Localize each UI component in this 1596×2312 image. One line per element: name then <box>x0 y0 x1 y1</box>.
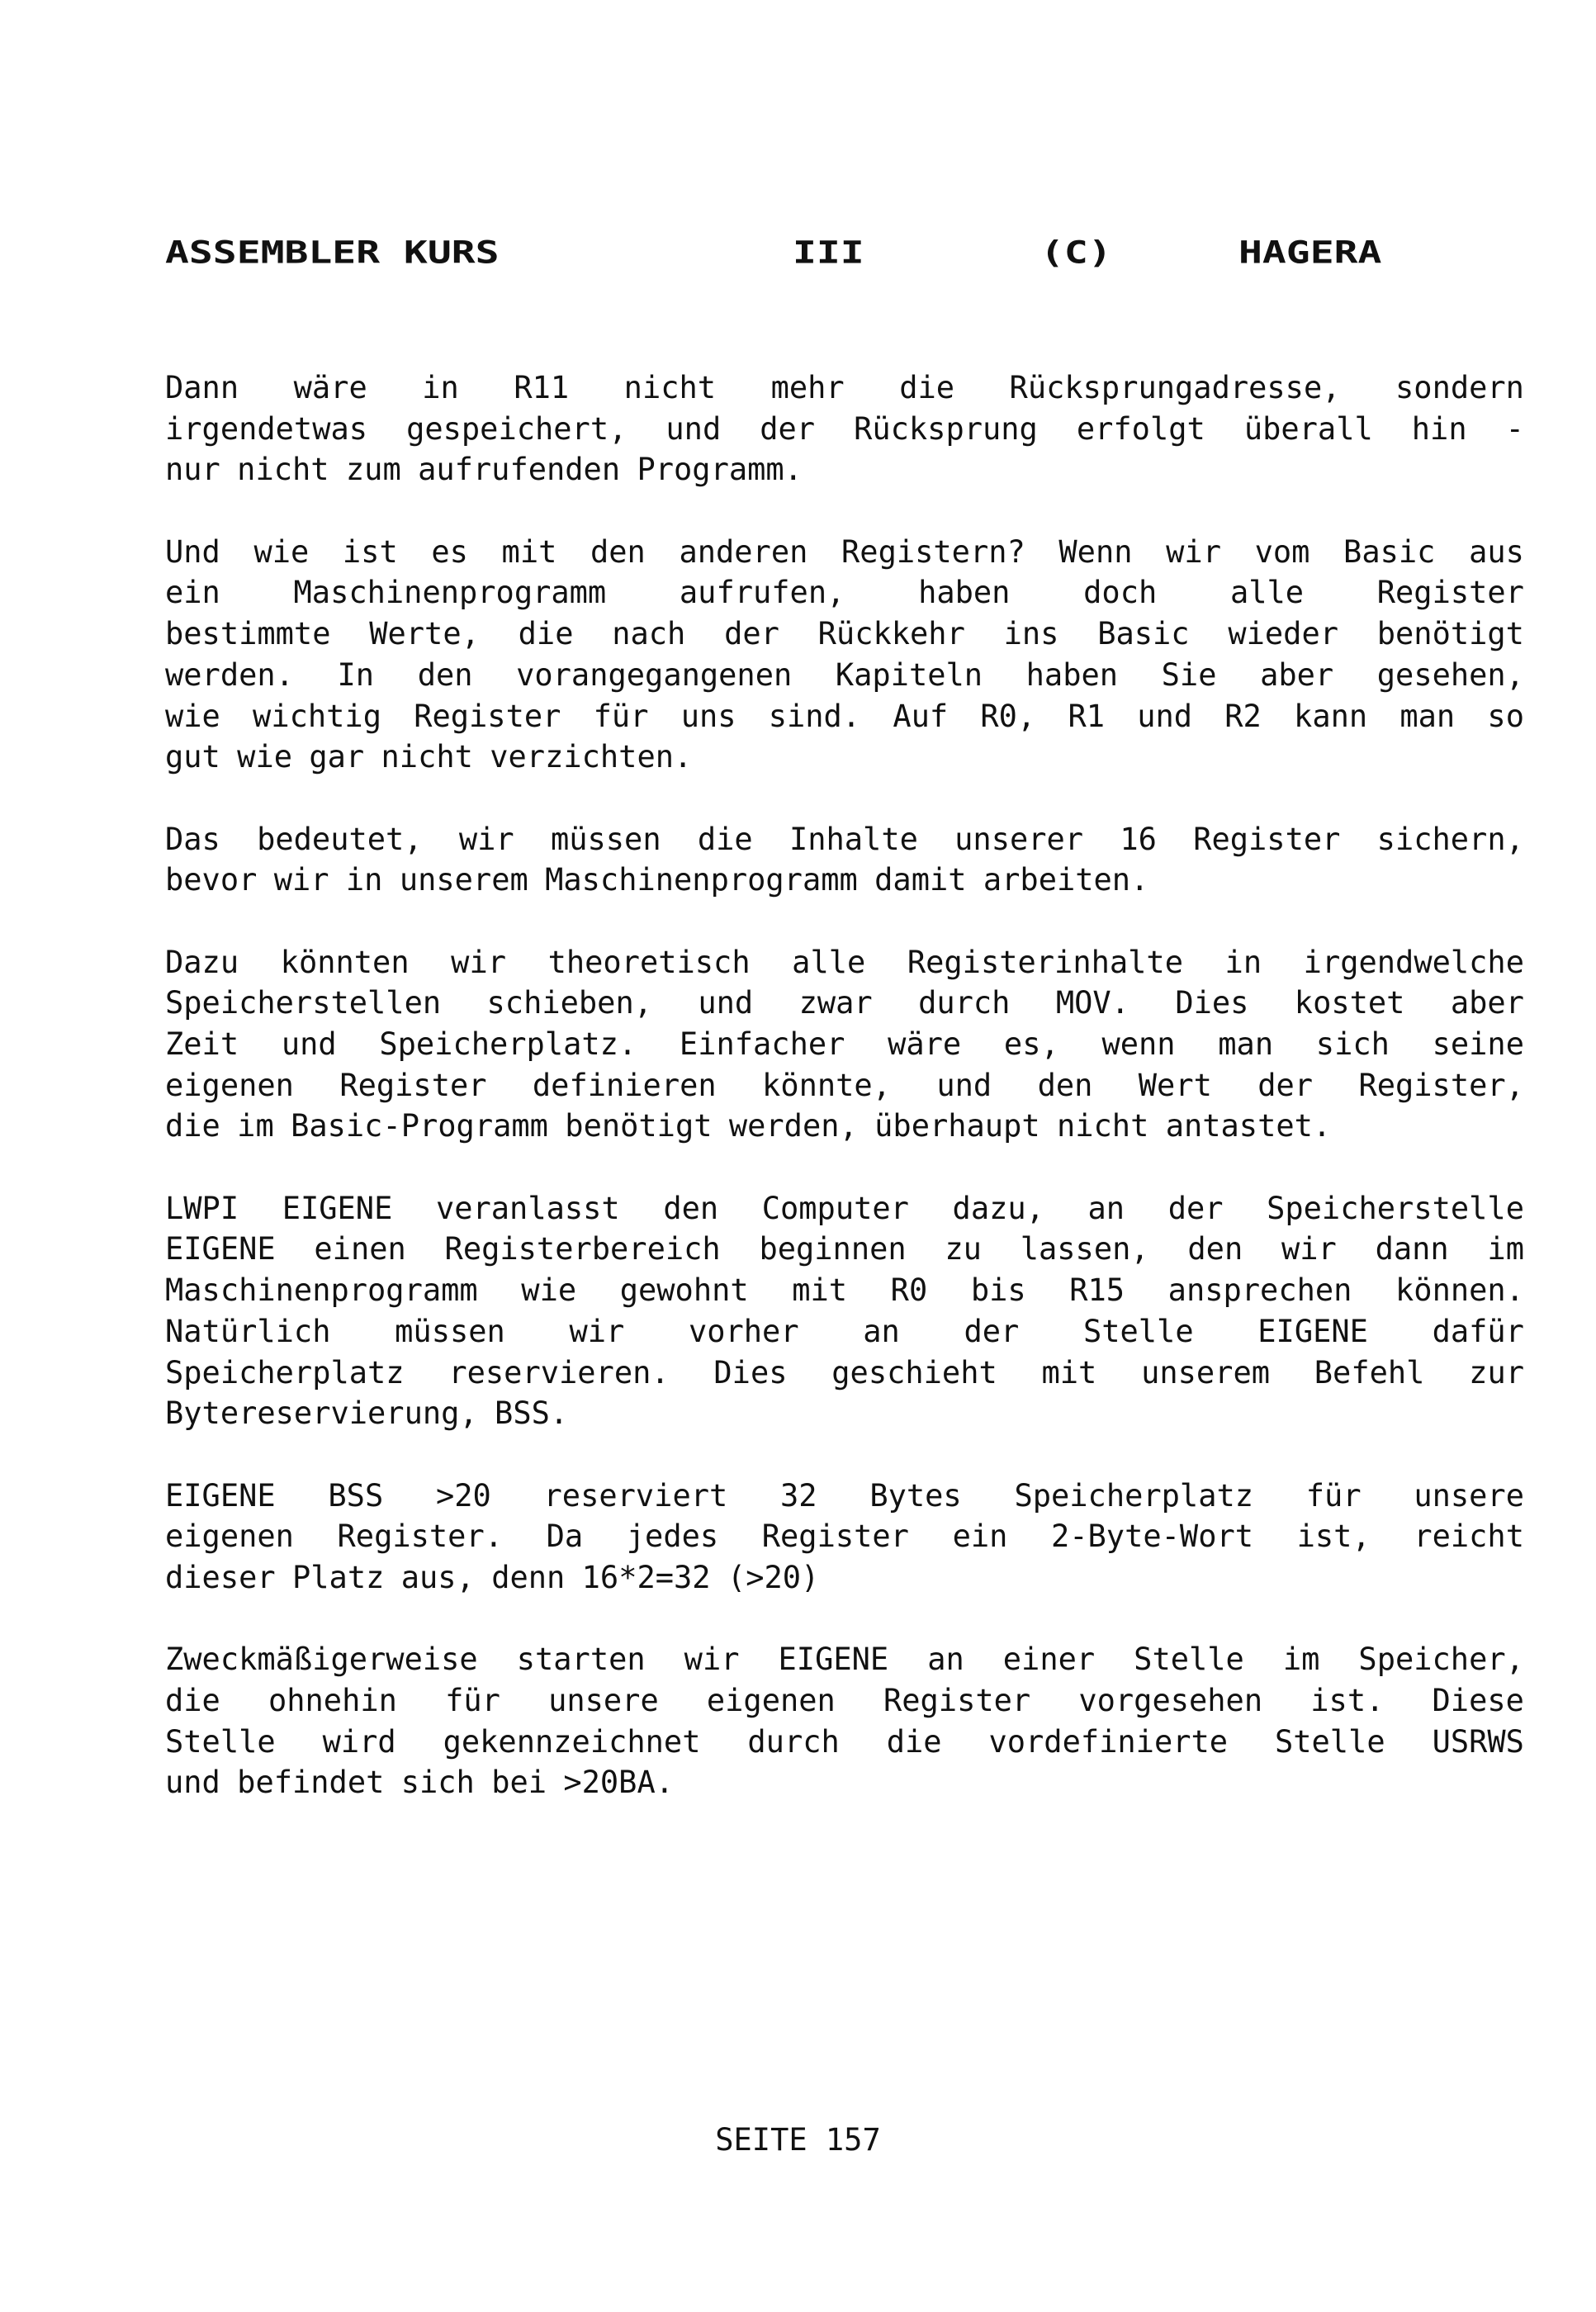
word: wie <box>253 533 310 570</box>
word: Speicherplatz <box>165 1354 405 1391</box>
word: sind. <box>768 698 861 734</box>
word: Zweckmäßigerweise <box>165 1642 478 1678</box>
word: damit <box>874 862 967 898</box>
word: Stelle <box>1134 1642 1244 1678</box>
word: Dann <box>165 370 239 405</box>
word: Rücksprung <box>854 410 1038 447</box>
word: haben <box>1025 656 1119 693</box>
word: Computer <box>761 1190 909 1226</box>
word: 16 <box>1120 821 1157 857</box>
word: benötigt <box>565 1108 713 1144</box>
word: 16*2=32 <box>581 1559 711 1595</box>
word: irgendwelche <box>1303 944 1524 980</box>
paragraph <box>165 1476 1524 1599</box>
word: bei <box>491 1765 547 1801</box>
word: EIGENE <box>282 1190 393 1226</box>
word: nicht <box>381 739 473 775</box>
word: ins <box>1003 616 1059 652</box>
word: wird <box>322 1723 396 1760</box>
word: BSS <box>328 1477 384 1514</box>
word: und <box>698 985 754 1021</box>
word: unserer <box>954 821 1084 857</box>
word: man <box>1218 1026 1274 1062</box>
word: zu <box>945 1231 982 1267</box>
text-line <box>165 942 1524 983</box>
word: Speicherstelle <box>1267 1190 1524 1226</box>
word: ein <box>165 575 220 611</box>
word: in <box>422 370 459 405</box>
word: ohnehin <box>268 1683 397 1718</box>
word: sich <box>1315 1026 1390 1062</box>
word: den <box>663 1190 719 1226</box>
word: Rückkehr <box>817 616 965 652</box>
word: den <box>1187 1231 1243 1267</box>
word: wäre <box>293 370 367 405</box>
text-line <box>165 1311 1524 1353</box>
word: wäre <box>888 1026 962 1062</box>
word: anderen <box>679 533 808 570</box>
word: wie <box>165 698 220 734</box>
word: ansprechen <box>1167 1272 1352 1309</box>
word: beginnen <box>759 1231 907 1267</box>
word: denn <box>491 1559 566 1595</box>
word: überall <box>1243 410 1373 447</box>
word: wenn <box>1101 1026 1176 1062</box>
word: an <box>927 1642 964 1678</box>
word: ist, <box>1296 1518 1371 1555</box>
word: wie <box>237 739 292 775</box>
word: Registern? <box>841 533 1025 570</box>
word: Sie <box>1161 656 1217 693</box>
word: wichtig <box>253 698 381 734</box>
word: In <box>337 656 375 693</box>
word: man <box>1399 698 1456 734</box>
word: vorher <box>688 1313 799 1349</box>
word: uns <box>680 698 736 734</box>
word: Speicherplatz. <box>379 1026 637 1062</box>
page-number: SEITE 157 <box>715 2122 881 2158</box>
word: USRWS <box>1432 1723 1524 1760</box>
word: antastet. <box>1165 1108 1332 1144</box>
word: den <box>417 656 473 693</box>
word: überhaupt <box>874 1108 1040 1144</box>
word: Programm. <box>637 452 803 488</box>
word: gar <box>309 739 365 775</box>
word: >20 <box>435 1477 491 1514</box>
course-title: ASSEMBLER KURS <box>165 235 500 271</box>
word: an <box>1087 1190 1125 1226</box>
word: Speicherstellen <box>165 985 442 1021</box>
word: MOV. <box>1055 985 1130 1021</box>
word: den <box>590 533 646 570</box>
text-line <box>165 1680 1524 1722</box>
word: mit <box>792 1272 848 1309</box>
word: erfolgt <box>1076 410 1205 447</box>
word: wir <box>1166 533 1221 570</box>
word: unserem <box>1141 1354 1271 1391</box>
paragraph <box>165 532 1524 778</box>
word: werden. <box>165 656 294 693</box>
page-header <box>165 235 1453 292</box>
word: LWPI <box>165 1190 239 1226</box>
word: Stelle <box>165 1723 276 1760</box>
word: ein <box>952 1518 1008 1555</box>
word: irgendetwas <box>165 410 368 447</box>
word: Basic <box>1343 533 1436 570</box>
word: der <box>964 1313 1020 1349</box>
paragraph <box>165 1639 1524 1803</box>
word: in <box>345 862 383 898</box>
word: haben <box>918 575 1011 611</box>
word: bevor <box>165 862 258 898</box>
text-line <box>165 819 1524 860</box>
word: Maschinenprogramm <box>293 575 607 611</box>
word: den <box>1037 1067 1093 1103</box>
word: an <box>863 1313 900 1349</box>
word: arbeiten. <box>983 862 1149 898</box>
word: Und <box>165 533 220 570</box>
word: EIGENE <box>1257 1313 1368 1349</box>
word: nicht <box>237 452 329 488</box>
word: unsere <box>548 1683 659 1718</box>
word: Register <box>883 1683 1031 1718</box>
word: 2-Byte-Wort <box>1050 1518 1254 1555</box>
word: EIGENE <box>778 1642 889 1678</box>
word: dieser <box>165 1559 276 1595</box>
word: ist <box>342 533 398 570</box>
word: wir <box>569 1313 625 1349</box>
word: und <box>936 1067 992 1103</box>
course-part-number: III <box>793 235 864 271</box>
paragraph <box>165 942 1524 1147</box>
word: zwar <box>798 985 873 1021</box>
word: Auf <box>893 698 949 734</box>
word: aufrufen, <box>679 575 845 611</box>
word: Maschinenprogramm <box>165 1272 478 1309</box>
word: so <box>1487 698 1524 734</box>
word: R11 <box>514 370 570 405</box>
word: R1 <box>1068 698 1105 734</box>
word: in <box>1224 944 1262 980</box>
word: R15 <box>1069 1272 1125 1309</box>
word: gewohnt <box>619 1272 749 1309</box>
word: müssen <box>395 1313 505 1349</box>
word: nur <box>165 452 220 488</box>
word: gesehen, <box>1376 656 1524 693</box>
text-line <box>165 1065 1524 1106</box>
text-line <box>165 983 1524 1024</box>
word: und <box>281 1026 337 1062</box>
word: Speicherplatz <box>1014 1477 1254 1514</box>
paragraph <box>165 819 1524 901</box>
word: durch <box>747 1723 840 1760</box>
word: theoretisch <box>547 944 751 980</box>
word: könnte, <box>762 1067 891 1103</box>
word: gekennzeichnet <box>443 1723 701 1760</box>
word: wir <box>451 944 506 980</box>
paragraph <box>165 367 1524 490</box>
copyright-mark: (C) <box>1040 235 1112 271</box>
word: und <box>165 1765 220 1801</box>
word: nach <box>612 616 686 652</box>
text-line <box>165 1722 1524 1763</box>
word: jedes <box>626 1518 719 1555</box>
word: und <box>665 410 722 447</box>
word: Zeit <box>165 1026 239 1062</box>
word: Register <box>339 1067 487 1103</box>
word: Natürlich <box>165 1313 331 1349</box>
text-line <box>165 1353 1524 1394</box>
word: der <box>1257 1067 1314 1103</box>
text-line <box>165 1557 1524 1599</box>
word: eigenen <box>165 1067 294 1103</box>
word: Platz <box>292 1559 385 1595</box>
word: einen <box>314 1231 406 1267</box>
word: die <box>886 1723 942 1760</box>
word: zur <box>1469 1354 1524 1391</box>
word: vordefinierte <box>988 1723 1229 1760</box>
word: im <box>1282 1642 1320 1678</box>
text-line <box>165 1024 1524 1065</box>
word: Rücksprungadresse, <box>1009 370 1341 405</box>
word: bis <box>970 1272 1026 1309</box>
word: Dies <box>713 1354 788 1391</box>
word: nicht <box>623 370 717 405</box>
word: R0 <box>890 1272 928 1309</box>
word: Register <box>761 1518 909 1555</box>
word: Das <box>165 821 220 857</box>
word: kostet <box>1294 985 1405 1021</box>
word: gut <box>165 739 220 775</box>
word: vorgesehen <box>1078 1683 1263 1718</box>
word: dafür <box>1432 1313 1524 1349</box>
word: vorangegangenen <box>516 656 793 693</box>
word: Registerinhalte <box>907 944 1183 980</box>
word: Stelle <box>1082 1313 1194 1349</box>
word: Dazu <box>165 944 239 980</box>
word: wir <box>458 821 514 857</box>
word: aufrufenden <box>418 452 621 488</box>
word: könnten <box>280 944 410 980</box>
word: alle <box>1229 575 1305 611</box>
word: - <box>1505 410 1524 447</box>
text-line <box>165 1188 1524 1229</box>
word: durch <box>918 985 1011 1021</box>
word: die <box>165 1683 220 1718</box>
word: für <box>593 698 649 734</box>
word: Basic <box>1097 616 1190 652</box>
word: eigenen <box>706 1683 836 1718</box>
word: Register <box>1376 575 1524 611</box>
word: müssen <box>550 821 661 857</box>
word: EIGENE <box>165 1477 276 1514</box>
word: Registerbereich <box>444 1231 721 1267</box>
word: die <box>697 821 753 857</box>
word: R0, <box>980 698 1036 734</box>
word: aus <box>1469 533 1524 570</box>
word: Wenn <box>1058 533 1133 570</box>
word: aus, <box>400 1559 475 1595</box>
word: Register. <box>337 1518 504 1555</box>
text-line <box>165 1516 1524 1557</box>
text-line <box>165 1762 1524 1803</box>
word: BSS. <box>495 1395 569 1432</box>
word: dazu, <box>952 1190 1044 1226</box>
word: nicht <box>1056 1108 1149 1144</box>
word: benötigt <box>1376 616 1524 652</box>
text-line <box>165 367 1524 409</box>
word: es <box>431 533 468 570</box>
word: reicht <box>1414 1518 1524 1555</box>
word: für <box>445 1683 500 1718</box>
body-text <box>165 367 1524 1845</box>
text-line <box>165 1106 1524 1147</box>
word: Befehl <box>1314 1354 1425 1391</box>
word: der <box>724 616 779 652</box>
text-line <box>165 655 1524 696</box>
word: dann <box>1375 1231 1449 1267</box>
word: alle <box>792 944 866 980</box>
text-line <box>165 1639 1524 1680</box>
word: bestimmte <box>165 616 331 652</box>
word: reservieren. <box>448 1354 670 1391</box>
word: doch <box>1083 575 1158 611</box>
word: eigenen <box>165 1518 294 1555</box>
word: veranlasst <box>435 1190 620 1226</box>
word: kann <box>1294 698 1368 734</box>
text-line <box>165 449 1524 490</box>
word: Basic-Programm <box>291 1108 548 1144</box>
word: die <box>165 1108 220 1144</box>
word: mit <box>1041 1354 1097 1391</box>
word: Register <box>1193 821 1341 857</box>
word: Kapiteln <box>835 656 983 693</box>
word: aber <box>1260 656 1334 693</box>
word: wir <box>273 862 329 898</box>
text-line <box>165 737 1524 778</box>
word: werden, <box>728 1108 858 1144</box>
author-name: HAGERA <box>1238 235 1382 271</box>
word: die <box>518 616 574 652</box>
text-line <box>165 860 1524 901</box>
word: wie <box>521 1272 577 1309</box>
word: (>20) <box>727 1559 820 1595</box>
word: wir <box>684 1642 740 1678</box>
word: sich <box>400 1765 475 1801</box>
word: es, <box>1003 1026 1059 1062</box>
text-line <box>165 1393 1524 1434</box>
word: Diese <box>1432 1683 1524 1718</box>
word: Dies <box>1175 985 1249 1021</box>
word: Einfacher <box>679 1026 845 1062</box>
text-line <box>165 572 1524 614</box>
text-line <box>165 614 1524 655</box>
word: zum <box>345 452 401 488</box>
word: Stelle <box>1274 1723 1385 1760</box>
word: wieder <box>1228 616 1338 652</box>
word: der <box>760 410 816 447</box>
word: und <box>1137 698 1193 734</box>
word: starten <box>516 1642 646 1678</box>
text-line <box>165 1270 1524 1311</box>
word: geschieht <box>831 1354 997 1391</box>
word: für <box>1305 1477 1362 1514</box>
word: lassen, <box>1020 1231 1149 1267</box>
word: 32 <box>780 1477 817 1514</box>
word: sichern, <box>1376 821 1524 857</box>
word: Maschinenprogramm <box>545 862 858 898</box>
word: können. <box>1395 1272 1524 1309</box>
word: Wert <box>1138 1067 1212 1103</box>
word: definieren <box>532 1067 717 1103</box>
word: einer <box>1002 1642 1096 1678</box>
word: im <box>1487 1231 1524 1267</box>
word: mit <box>501 533 557 570</box>
word: verzichten. <box>490 739 693 775</box>
word: Register <box>414 698 561 734</box>
word: mehr <box>770 370 845 405</box>
word: Da <box>546 1518 584 1555</box>
word: Inhalte <box>789 821 918 857</box>
word: wir <box>1281 1231 1337 1267</box>
word: seine <box>1432 1026 1524 1062</box>
word: bedeutet, <box>257 821 423 857</box>
word: Werte, <box>369 616 480 652</box>
word: Bytereservierung, <box>165 1395 478 1432</box>
word: Bytes <box>869 1477 962 1514</box>
word: EIGENE <box>165 1231 276 1267</box>
text-line <box>165 409 1524 450</box>
word: unsere <box>1414 1477 1524 1514</box>
word: die <box>899 370 955 405</box>
text-line <box>165 1229 1524 1270</box>
word: im <box>237 1108 274 1144</box>
word: R2 <box>1224 698 1262 734</box>
word: aber <box>1450 985 1524 1021</box>
word: der <box>1167 1190 1224 1226</box>
paragraph <box>165 1188 1524 1434</box>
word: gespeichert, <box>406 410 628 447</box>
text-line <box>165 532 1524 573</box>
word: reserviert <box>543 1477 728 1514</box>
text-line <box>165 1476 1524 1517</box>
text-line <box>165 696 1524 737</box>
word: vom <box>1254 533 1310 570</box>
word: sondern <box>1395 370 1524 405</box>
word: ist. <box>1310 1683 1385 1718</box>
word: schieben, <box>486 985 652 1021</box>
word: hin <box>1411 410 1467 447</box>
word: >20BA. <box>563 1765 675 1801</box>
word: unserem <box>399 862 528 898</box>
word: Register, <box>1358 1067 1524 1103</box>
word: befindet <box>237 1765 385 1801</box>
word: Speicher, <box>1358 1642 1524 1678</box>
